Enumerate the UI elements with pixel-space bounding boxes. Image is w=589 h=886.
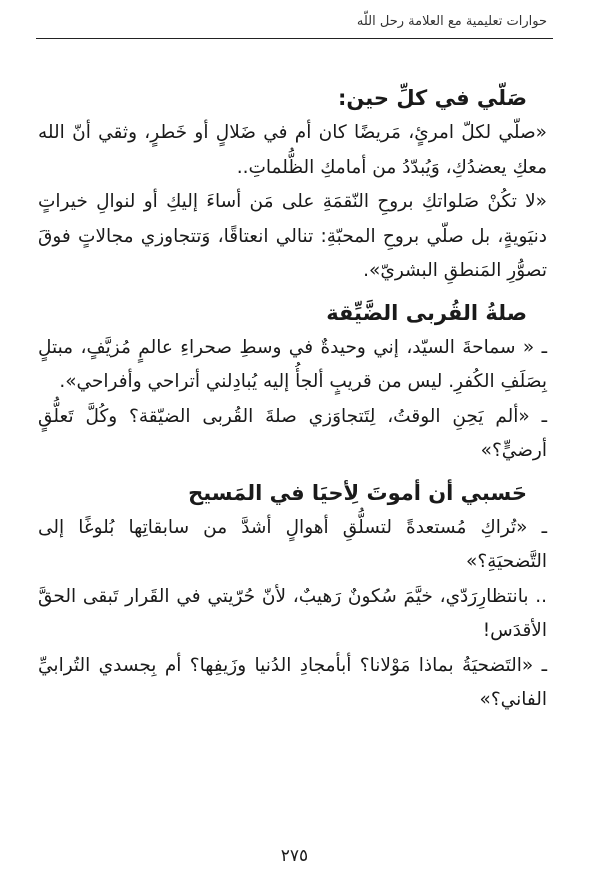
page-body [38,80,547,718]
paragraph: ـ «تُراكِ مُستعدةً لتسلُّقِ أهوالٍ أشدَّ من سابقاتِها بُلوغًا إلى التَّضحيَةِ؟» [38,516,547,572]
page-number: ٢٧٥ [280,846,309,866]
section-heading-pray-always: صَلّي في كلِّ حين: [338,86,527,110]
running-header: حوارات تعليمية مع العلامة رحل اللّه [356,14,547,29]
section-heading-die-to-live: حَسبي أن أموتَ لِأحيَا في المَسيح [188,480,527,505]
header-divider [36,38,553,39]
paragraph: ـ «ألم يَحِنِ الوقتُ، لِتَتجاوَزي صلةَ القُربى الضيّقة؟ وكُلَّ تَعلُّقٍ أرضيٍّ؟» [38,405,547,461]
paragraph: ـ «التَضحيَةُ بماذا مَوْلانا؟ أبأمجادِ الدُنيا وزَيفِها؟ أم بِجسدي التُرابيِّ الفاني؟» [38,654,547,710]
paragraph: «صلّي لكلّ امرئٍ، مَريضًا كان أم في ضَلالٍ أو خَطرٍ، وثقي أنّ الله معكِ يعضدُكِ، وَيُبدّدُ من أمامكِ الظُّلماتِ.. [38,122,547,178]
paragraph: «لا تكُنْ صَلواتكِ بروحِ النّقمَةِ على مَن أساءَ إليكِ أو لنوالِ خيراتٍ دنيَويةٍ، بل صلّي بروحِ المحبّةِ: تنالي انعتاقًا، وَتتجاوزي مجالاتٍ فوقَ تصوُّرِ المَنطقِ البشريّ». [38,191,547,281]
paragraph: .. بانتظارِرَدّي، خيَّمَ سُكونٌ رَهيبٌ، لأنّ حُرّيتي في القَرار تَبقى الحقَّ الأقدَس! [38,585,547,641]
paragraph: ـ « سماحةَ السيّد، إني وحيدةٌ في وسطِ صحراءِ عالمٍ مُزيَّفٍ، مبتلٍ بِصَلَفِ الكُفرِ. ليس من قريبٍ ألجأُ إليه يُبادِلني أتراحي وأفراحي». [38,336,547,392]
section-heading-narrow-kinship: صلةُ القُربى الضَّيِّقة [326,300,527,325]
